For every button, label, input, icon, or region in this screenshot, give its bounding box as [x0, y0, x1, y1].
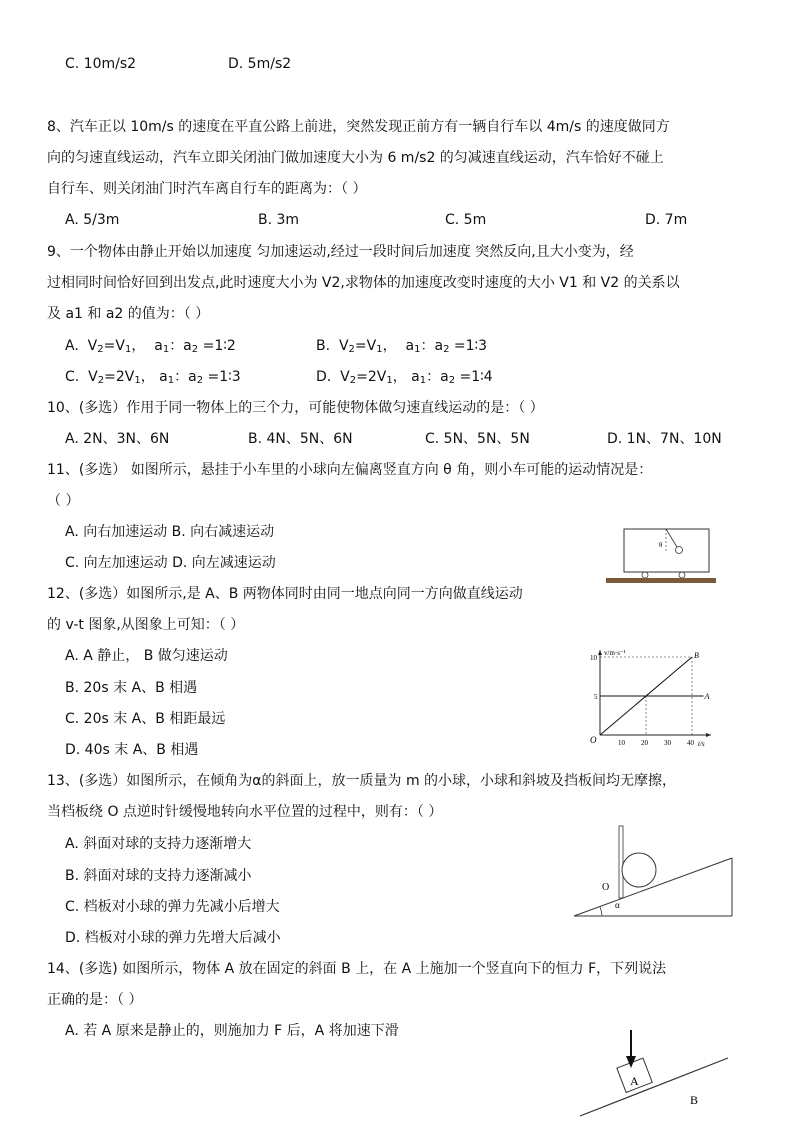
x-axis-label: t/s — [698, 740, 705, 748]
q10-stem: 10、(多选）作用于同一物体上的三个力，可能使物体做匀速直线运动的是：（ ） — [47, 400, 544, 416]
q12-option-c: C. 20s 末 A、B 相距最远 — [65, 711, 226, 727]
x-tick-label: 40 — [687, 739, 694, 747]
angle-arc — [600, 907, 602, 916]
q8-option-d: D. 7m — [645, 212, 688, 228]
q13-incline-figure — [568, 822, 738, 922]
q12-option-a: A. A 静止， B 做匀速运动 — [65, 648, 228, 664]
q12-stem-line1: 12、(多选）如图所示,是 A、B 两物体同时由同一地点向同一方向做直线运动 — [47, 586, 523, 602]
q12-stem-line2: 的 v-t 图象,从图象上可知：（ ） — [47, 617, 245, 633]
q11-stem-line1: 11、(多选） 如图所示，悬挂于小车里的小球向左偏离竖直方向 θ 角，则小车可能的运动情况是： — [47, 462, 653, 478]
q8-stem-line2: 向的匀速直线运动，汽车立即关闭油门做加速度大小为 6 m/s2 的匀减速直线运动，汽车恰好不碰上 — [47, 150, 664, 166]
q11-options-cd: C. 向左加速运动 D. 向左减速运动 — [65, 555, 276, 571]
ball — [622, 853, 656, 887]
x-tick-label: 30 — [664, 739, 671, 747]
q13-option-b: B. 斜面对球的支持力逐渐减小 — [65, 868, 252, 884]
theta-label: θ — [659, 541, 663, 549]
q9-stem-line2: 过相同时间恰好回到出发点,此时速度大小为 V2,求物体的加速度改变时速度的大小 V1 和 V2 的关系以 — [47, 275, 680, 291]
q9-stem-line1: 9、一个物体由静止开始以加速度 匀加速运动,经过一段时间后加速度 突然反向,且大小变为，经 — [47, 244, 634, 260]
x-tick-label: 10 — [618, 739, 625, 747]
pendulum-ball — [676, 547, 683, 554]
cart-body — [624, 529, 709, 572]
ground-surface — [606, 578, 716, 583]
q10-option-d: D. 1N、7N、10N — [607, 431, 722, 447]
q10-option-a: A. 2N、3N、6N — [65, 431, 170, 447]
pivot-o-label: O — [602, 882, 610, 893]
q9-option-a: A. $V_2=V_1$， $a_1$：$a_2$ =1∶2 — [65, 338, 236, 355]
q12-option-d: D. 40s 末 A、B 相遇 — [65, 742, 199, 758]
baffle-plate — [619, 826, 623, 898]
q8-option-a: A. 5/3m — [65, 212, 120, 228]
q10-option-c: C. 5N、5N、5N — [425, 431, 530, 447]
q9-option-d: D. $V_2=2V_1$， $a_1$：$a_2$ =1∶4 — [316, 369, 493, 386]
pendulum-string — [666, 529, 677, 547]
q11-stem-line2: （ ） — [47, 493, 80, 509]
q13-option-c: C. 档板对小球的弹力先减小后增大 — [65, 899, 280, 915]
q13-option-d: D. 档板对小球的弹力先增大后减小 — [65, 930, 281, 946]
q10-option-b: B. 4N、5N、6N — [248, 431, 353, 447]
q8-option-b: B. 3m — [258, 212, 300, 228]
q14-stem-line2: 正确的是：（ ） — [47, 992, 143, 1008]
q13-stem-line2: 当档板绕 O 点逆时针缓慢地转向水平位置的过程中，则有：（ ） — [47, 804, 443, 820]
incline-b-label: B — [690, 1093, 699, 1107]
series-label-A: A — [704, 692, 710, 701]
cart-wheel-right — [679, 572, 685, 578]
q13-option-a: A. 斜面对球的支持力逐渐增大 — [65, 836, 252, 852]
q11-cart-figure — [600, 525, 720, 587]
q13-stem-line1: 13、(多选）如图所示，在倾角为α的斜面上，放一质量为 m 的小球，小球和斜坡及挡板间均无摩擦， — [47, 773, 677, 789]
q11-options-ab: A. 向右加速运动 B. 向右减速运动 — [65, 524, 275, 540]
alpha-label: α — [615, 900, 620, 910]
q14-stem-line1: 14、(多选) 如图所示，物体 A 放在固定的斜面 B 上，在 A 上施加一个竖直向下的恒力 F，下列说法 — [47, 961, 667, 977]
q9-option-b: B. $V_2=V_1$， $a_1$：$a_2$ =1∶3 — [316, 338, 488, 355]
series-label-B: B — [694, 651, 699, 660]
incline-b — [580, 1058, 728, 1116]
y-axis-arrow — [598, 650, 602, 655]
q14-block-figure — [574, 1024, 734, 1120]
q7-option-c: C. 10m/s2 — [65, 56, 137, 72]
q9-stem-line3: 及 a1 和 a2 的值为：（ ） — [47, 306, 210, 322]
q14-option-a: A. 若 A 原来是静止的，则施加力 F 后，A 将加速下滑 — [65, 1023, 399, 1039]
block-a-label: A — [630, 1074, 639, 1088]
y-tick-label: 10 — [590, 654, 597, 662]
q7-option-d: D. 5m/s2 — [228, 56, 292, 72]
q8-option-c: C. 5m — [445, 212, 487, 228]
q9-option-c: C. $V_2=2V_1$， $a_1$：$a_2$ =1∶3 — [65, 369, 241, 386]
vt-graph — [586, 644, 716, 754]
q8-stem-line1: 8、汽车正以 10m/s 的速度在平直公路上前进，突然发现正前方有一辆自行车以 4m/s 的速度做同方 — [47, 119, 670, 135]
q12-option-b: B. 20s 末 A、B 相遇 — [65, 680, 198, 696]
origin-label: O — [590, 735, 597, 745]
y-tick-label: 5 — [594, 693, 598, 701]
cart-wheel-left — [642, 572, 648, 578]
y-axis-label: v/m·s⁻¹ — [604, 649, 626, 657]
q8-stem-line3: 自行车、则关闭油门时汽车离自行车的距离为：（ ） — [47, 181, 367, 197]
x-axis-arrow — [706, 733, 711, 737]
x-tick-label: 20 — [641, 739, 648, 747]
